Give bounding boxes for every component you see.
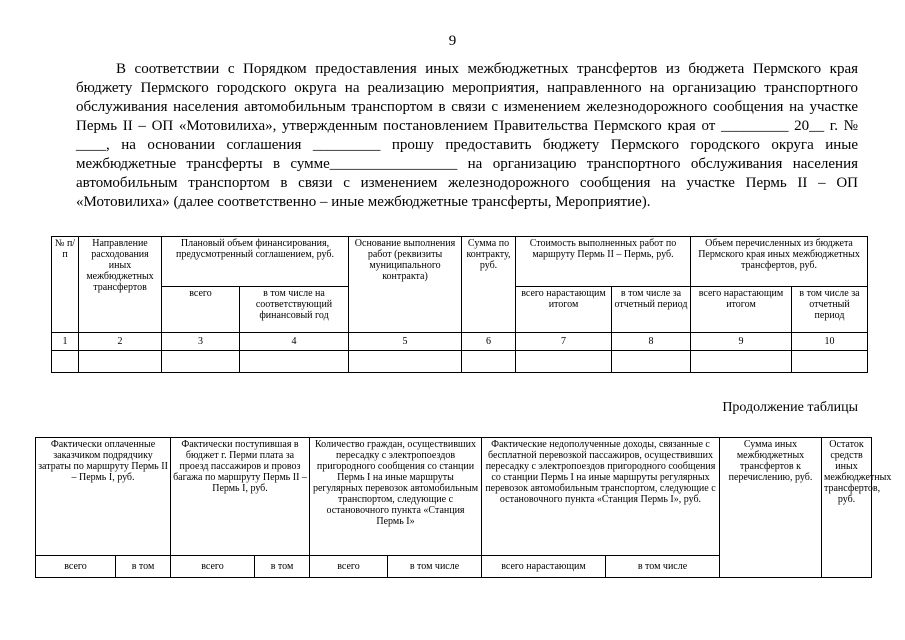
subheader-incl: в том числе (606, 556, 720, 578)
subheader-incl: в том (255, 556, 310, 578)
intro-text: В соответствии с Порядком предоставления иных межбюджетных трансфертов из бюджета Пермского края бюджету Пермского городского округа на реализацию мероприятия, направленного на организацию транспортного обслуживания населения автомобильным транспортом в связи с изменением железнодорожного сообщения на участке Пермь II – ОП «Мотовилиха», утвержденным постановлением Правительства Пермского края от _________ 20__ г. № ____, на основании соглашения _________ прошу предоставить бюджету Пермского городского округа иные межбюджетные трансферты в сумме_________________ на организацию транспортного обслуживания населения автомобильным транспортом в связи с изменением железнодорожного сообщения на участке Пермь II – ОП «Мотовилиха» (далее соответственно – иные межбюджетные трансферты, Мероприятие). (76, 61, 858, 210)
header-citizens: Количество граждан, осуществивших пересадку с электропоездов пригородного сообщения со станции Пермь I на иные маршруты регулярных перевозок автомобильным транспортом, следующие с остановочного пункта «Станция Пермь I» (310, 438, 482, 556)
subheader-incl-fy: в том числе на соответствующий финансовый год (240, 287, 349, 333)
subheader-cum-total: всего нарастающим итогом (516, 287, 612, 333)
header-received: Фактически поступившая в бюджет г. Перми плата за проезд пассажиров и провоз багажа по маршруту Пермь II – Пермь I, руб. (171, 438, 310, 556)
empty-cell (79, 351, 162, 373)
header-basis: Основание выполнения работ (реквизиты муниципального контракта) (349, 237, 462, 333)
header-cost: Стоимость выполненных работ по маршруту Пермь II – Пермь, руб. (516, 237, 691, 287)
subheader-total: всего (36, 556, 116, 578)
header-lost-income: Фактические недополученные доходы, связанные с бесплатной перевозкой пассажиров, осуществивших пересадку с электропоездов пригородного сообщения со станции Пермь I на иные маршруты регулярных перевозок автомобильным транспортом, следующие с остановочного пункта «Станция Пермь I», руб. (482, 438, 720, 556)
col-number: 1 (52, 333, 79, 351)
col-number: 8 (612, 333, 691, 351)
continuation-table (35, 437, 892, 578)
empty-cell (240, 351, 349, 373)
empty-data-row (52, 351, 868, 373)
subheader-incl-period: в том числе за отчетный период (612, 287, 691, 333)
subheader-incl-period-2: в том числе за отчетный период (792, 287, 868, 333)
header-balance: Остаток средств иных межбюджетных трансфертов, руб. (822, 438, 872, 578)
header-paid: Фактически оплаченные заказчиком подрядчику затраты по маршруту Пермь II – Пермь I, руб. (36, 438, 171, 556)
page-number: 9 (448, 33, 457, 49)
header-direction: Направление расходования иных межбюджетных трансфертов (79, 237, 162, 333)
empty-cell (612, 351, 691, 373)
col-number: 6 (462, 333, 516, 351)
subheader-incl: в том числе (388, 556, 482, 578)
empty-cell (516, 351, 612, 373)
col-number: 4 (240, 333, 349, 351)
subheader-incl: в том (116, 556, 171, 578)
empty-cell (792, 351, 868, 373)
subheader-cum-total-2: всего нарастающим итогом (691, 287, 792, 333)
col-number: 9 (691, 333, 792, 351)
empty-cell (52, 351, 79, 373)
continuation-label: Продолжение таблицы (722, 400, 858, 415)
col-number: 3 (162, 333, 240, 351)
header-planned: Плановый объем финансирования, предусмотренный соглашением, руб. (162, 237, 349, 287)
financing-table (51, 236, 868, 373)
col-number: 5 (349, 333, 462, 351)
subheader-total: всего (171, 556, 255, 578)
subheader-total: всего (310, 556, 388, 578)
empty-cell (462, 351, 516, 373)
header-transferred: Объем перечисленных из бюджета Пермского края иных межбюджетных трансфертов, руб. (691, 237, 868, 287)
header-sum-other: Сумма иных межбюджетных трансфертов к перечислению, руб. (720, 438, 822, 578)
col-number: 7 (516, 333, 612, 351)
empty-cell (162, 351, 240, 373)
col-number: 2 (79, 333, 162, 351)
empty-cell (349, 351, 462, 373)
col-number: 10 (792, 333, 868, 351)
header-num: № п/п (52, 237, 79, 333)
subheader-total: всего (162, 287, 240, 333)
header-contract-sum: Сумма по контракту, руб. (462, 237, 516, 333)
intro-paragraph (76, 60, 858, 212)
subheader-cum-total: всего нарастающим (482, 556, 606, 578)
empty-cell (691, 351, 792, 373)
